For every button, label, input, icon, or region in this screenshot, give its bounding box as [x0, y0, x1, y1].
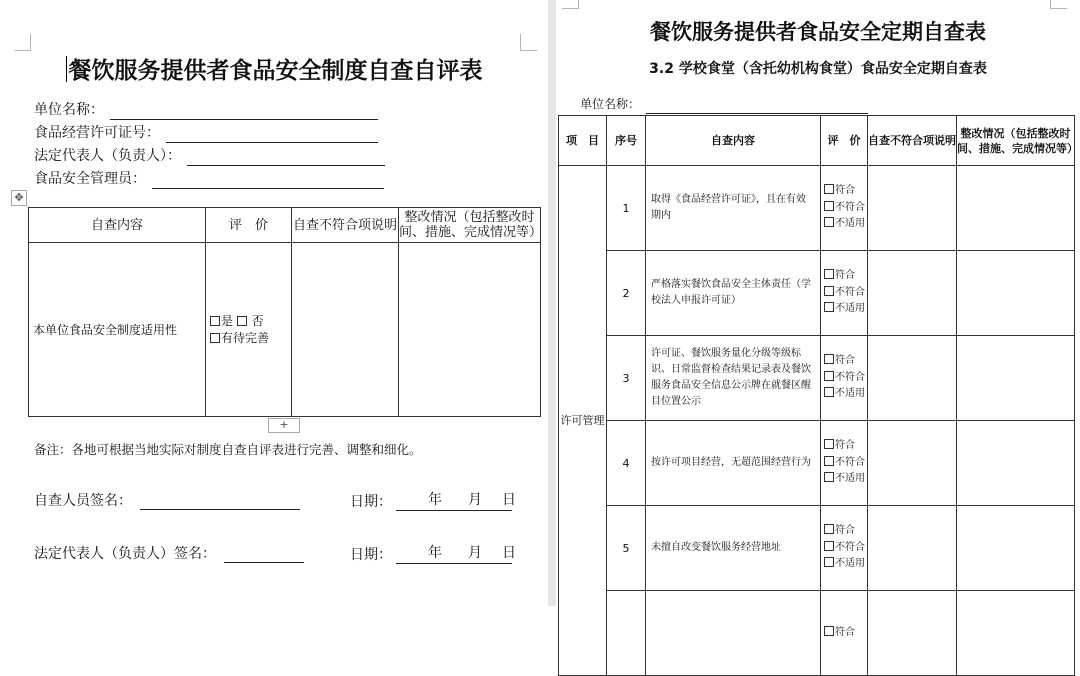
checkbox-not-comply[interactable] — [824, 286, 834, 296]
field-line[interactable] — [166, 126, 378, 143]
checkbox-not-comply[interactable] — [824, 456, 834, 466]
checkbox-comply[interactable] — [824, 439, 834, 449]
row-content[interactable]: 按许可项目经营，无超范围经营行为 — [646, 421, 821, 506]
eval-options[interactable]: 符合 不符合 不适用 — [821, 251, 868, 336]
rectification-cell[interactable] — [957, 336, 1075, 421]
header-eval: 评 价 — [206, 208, 292, 243]
field-line[interactable] — [187, 149, 385, 166]
table-move-handle-icon[interactable]: ✥ — [11, 190, 27, 206]
checkbox-improve[interactable] — [210, 333, 220, 343]
page-corner-mark — [520, 34, 537, 51]
eval-options[interactable]: 符合 — [821, 591, 868, 676]
checkbox-na[interactable] — [824, 557, 834, 567]
self-eval-table — [28, 207, 541, 417]
date-inspector[interactable]: 日期： 年 月 日 — [350, 492, 516, 510]
table-row — [559, 421, 1075, 506]
row-content[interactable]: 许可证、餐饮服务量化分级等级标识、日常监督检查结果记录表及餐饮服务食品安全信息公示牌在就餐区醒目位置公示 — [646, 336, 821, 421]
table-row — [559, 166, 1075, 251]
inspection-table — [558, 115, 1078, 676]
signature-line[interactable] — [140, 493, 300, 510]
header-rectification: 整改情况（包括整改时间、措施、完成情况等） — [957, 116, 1075, 166]
table-row — [559, 251, 1075, 336]
rectification-cell[interactable] — [957, 591, 1075, 676]
checkbox-comply[interactable] — [824, 524, 834, 534]
page-corner-mark — [562, 0, 579, 9]
row-number: 2 — [607, 251, 646, 336]
header-content: 自查内容 — [29, 208, 206, 243]
row-number: 4 — [607, 421, 646, 506]
table-row — [29, 243, 541, 417]
checkbox-yes[interactable] — [210, 316, 220, 326]
header-content: 自查内容 — [646, 116, 821, 166]
note-text: 备注：各地可根据当地实际对制度自查自评表进行完善、调整和细化。 — [34, 442, 422, 457]
eval-options[interactable]: 符合 不符合 不适用 — [821, 506, 868, 591]
field-line[interactable] — [646, 99, 868, 114]
checkbox-comply[interactable] — [824, 626, 834, 636]
header-noncompliance: 自查不符合项说明 — [292, 208, 399, 243]
rectification-cell[interactable] — [957, 421, 1075, 506]
field-safety-manager[interactable]: 食品安全管理员： — [34, 169, 384, 189]
table-row — [559, 506, 1075, 591]
page-corner-mark — [1050, 0, 1067, 9]
eval-options[interactable]: 符合 不符合 不适用 — [821, 166, 868, 251]
checkbox-comply[interactable] — [824, 269, 834, 279]
checkbox-na[interactable] — [824, 217, 834, 227]
header-rectification: 整改情况（包括整改时间、措施、完成情况等） — [399, 208, 541, 243]
row-item[interactable]: 本单位食品安全制度适用性 — [29, 243, 206, 417]
rectification-cell[interactable] — [957, 166, 1075, 251]
row-content[interactable] — [646, 591, 821, 676]
left-document-page — [0, 0, 548, 606]
noncompliance-cell[interactable] — [868, 506, 957, 591]
header-eval: 评 价 — [821, 116, 868, 166]
noncompliance-cell[interactable] — [868, 591, 957, 676]
noncompliance-cell[interactable] — [868, 166, 957, 251]
field-unit-name[interactable]: 单位名称： — [34, 100, 378, 120]
checkbox-comply[interactable] — [824, 184, 834, 194]
date-legal-rep[interactable]: 日期： 年 月 日 — [350, 545, 516, 563]
checkbox-na[interactable] — [824, 387, 834, 397]
text-cursor — [66, 56, 67, 82]
left-doc-title[interactable]: 餐饮服务提供者食品安全制度自查自评表 — [0, 52, 548, 85]
header-number: 序号 — [607, 116, 646, 166]
rectification-cell[interactable] — [957, 251, 1075, 336]
field-legal-rep[interactable]: 法定代表人（负责人）： — [34, 146, 385, 166]
noncompliance-cell[interactable] — [868, 336, 957, 421]
row-content[interactable]: 未擅自改变餐饮服务经营地址 — [646, 506, 821, 591]
row-number — [607, 591, 646, 676]
checkbox-na[interactable] — [824, 302, 834, 312]
field-line[interactable] — [152, 172, 384, 189]
category-cell: 许可管理 — [559, 166, 607, 676]
rectification-cell[interactable] — [957, 506, 1075, 591]
page-corner-mark — [14, 34, 31, 51]
checkbox-na[interactable] — [824, 472, 834, 482]
table-header-row — [29, 208, 541, 243]
signature-inspector[interactable]: 自查人员签名： — [34, 490, 300, 510]
row-content[interactable]: 取得《食品经营许可证》，且在有效期内 — [646, 166, 821, 251]
checkbox-comply[interactable] — [824, 354, 834, 364]
field-license-number[interactable]: 食品经营许可证号： — [34, 123, 378, 143]
field-unit-name[interactable]: 单位名称： — [580, 94, 868, 114]
checkbox-not-comply[interactable] — [824, 371, 834, 381]
header-noncompliance: 自查不符合项说明 — [868, 116, 957, 166]
page-gutter — [548, 0, 556, 606]
table-row — [559, 591, 1075, 676]
field-line[interactable] — [110, 103, 378, 120]
noncompliance-cell[interactable] — [868, 251, 957, 336]
table-row — [559, 336, 1075, 421]
eval-options[interactable]: 是 否 有待完善 — [206, 243, 292, 417]
row-content[interactable]: 严格落实餐饮食品安全主体责任（学校法人申报许可证） — [646, 251, 821, 336]
right-doc-subtitle[interactable]: 3.2 学校食堂（含托幼机构食堂）食品安全定期自查表 — [649, 61, 987, 77]
eval-options[interactable]: 符合 不符合 不适用 — [821, 421, 868, 506]
row-number: 5 — [607, 506, 646, 591]
row-number: 1 — [607, 166, 646, 251]
noncompliance-cell[interactable] — [292, 243, 399, 417]
right-doc-title[interactable]: 餐饮服务提供者食品安全定期自查表 — [650, 20, 986, 44]
rectification-cell[interactable] — [399, 243, 541, 417]
row-number: 3 — [607, 336, 646, 421]
signature-legal-rep[interactable]: 法定代表人（负责人）签名： — [34, 543, 304, 563]
date-line[interactable]: 年 月 日 — [396, 543, 512, 564]
header-project: 项 目 — [559, 116, 607, 166]
checkbox-not-comply[interactable] — [824, 201, 834, 211]
add-row-icon[interactable]: + — [268, 418, 300, 433]
checkbox-no[interactable] — [237, 316, 247, 326]
checkbox-not-comply[interactable] — [824, 541, 834, 551]
date-line[interactable]: 年 月 日 — [396, 490, 512, 511]
eval-options[interactable]: 符合 不符合 不适用 — [821, 336, 868, 421]
table-header-row — [559, 116, 1075, 166]
signature-line[interactable] — [224, 546, 304, 563]
noncompliance-cell[interactable] — [868, 421, 957, 506]
